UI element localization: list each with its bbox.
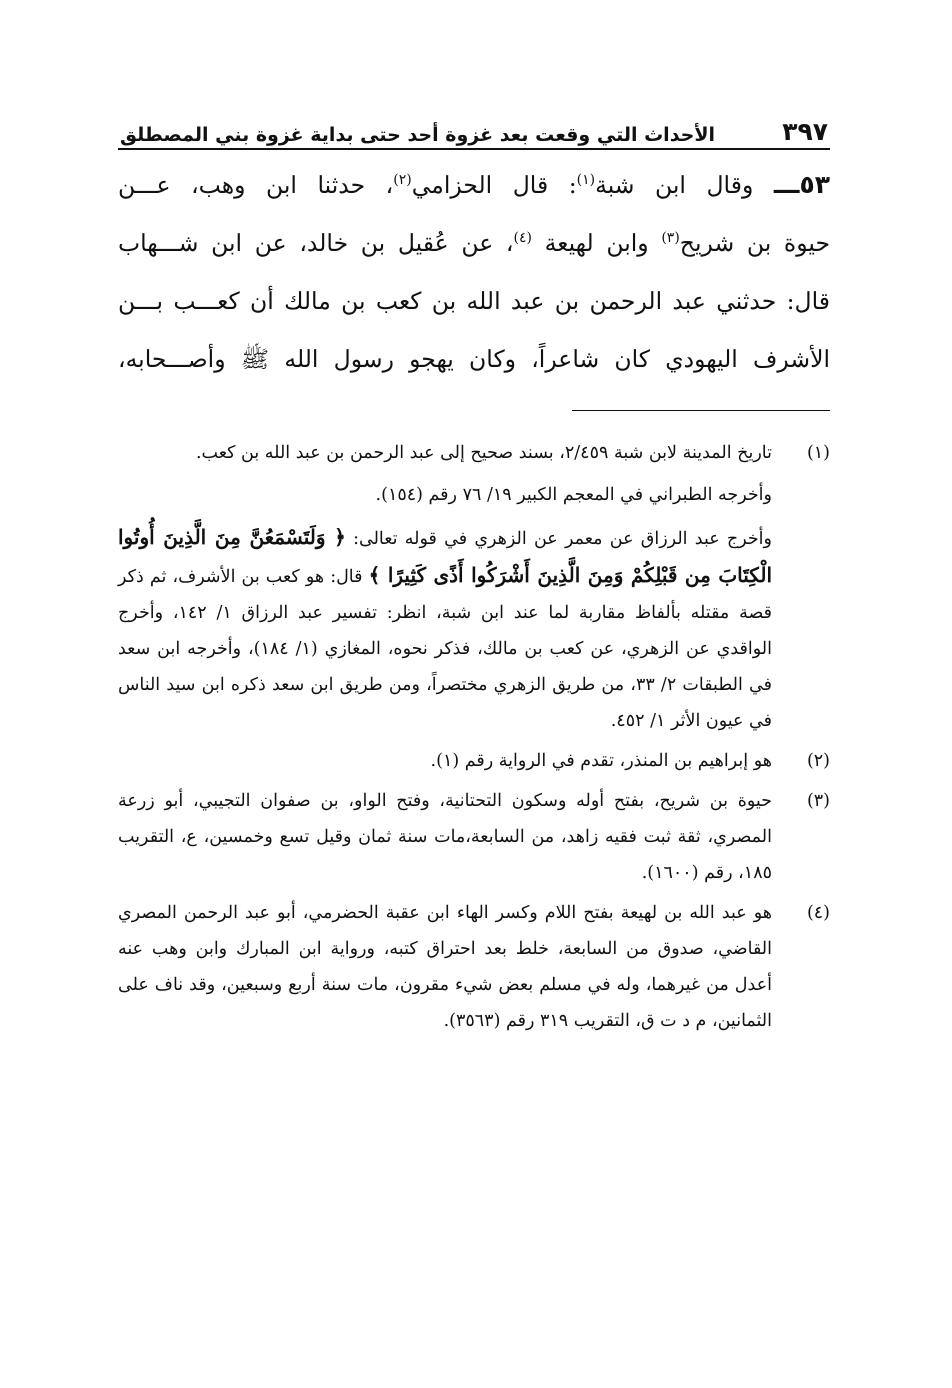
page-number: ٣٩٧	[782, 117, 828, 146]
footnote-separator-wrap	[118, 388, 830, 435]
footnote-ref-1: (١)	[576, 172, 596, 189]
footnote-marker: (٤)	[806, 903, 830, 923]
hadith-number: ٥٣ـــ	[773, 170, 830, 199]
running-title: الأحداث التي وقعت بعد غزوة أحد حتى بداية غزوة بني المصطلق	[120, 124, 716, 146]
book-page	[118, 112, 830, 1043]
footnote-marker: (٣)	[806, 791, 830, 811]
main-line-1: ٥٣ـــ وقال ابن شبة$^{(١)}$: قال الحزامي$^{(٢)}$، حدثنا ابن وهب، عـــن	[118, 170, 830, 199]
main-line-2: حيوة بن شريح$^{(٣)}$ وابن لهيعة $^{(٤)}$، عن عُقيل بن خالد، عن ابن شـــهاب	[118, 229, 831, 257]
footnote-1	[118, 435, 830, 739]
footnote-ref-2: (٢)	[393, 172, 412, 189]
footnotes	[118, 435, 830, 1039]
footnote-body: هو إبراهيم بن المنذر، تقدم في الرواية رقم (١).	[430, 751, 772, 771]
footnote-body: حيوة بن شريح، بفتح أوله وسكون التحتانية، وفتح الواو، بن صفوان التجيبي، أبو زرعة المصري، ثقة ثبت فقيه زاهد، من السابعة،مات سنة ثمان وقيل تسع وخمسين، ع، التقريب ١٨٥، رقم (١٦٠٠).	[118, 791, 772, 883]
footnote-body: هو عبد الله بن لهيعة بفتح اللام وكسر الهاء ابن عقبة الحضرمي، أبو عبد الرحمن المصري القاضي، صدوق من السابعة، خلط بعد احتراق كتبه، ورواية ابن المبارك وابن وهب عنه أعدل من غيرهما، وله في مسلم بعض شيء مقرون، مات سنة أربع وسبعين، وقد ناف على الثمانين، م د ت ق، التقريب ٣١٩ رقم (٣٥٦٣).	[118, 903, 772, 1031]
page-header	[118, 112, 830, 150]
main-text	[118, 156, 830, 388]
footnote-marker: (١)	[806, 443, 830, 463]
footnote-4	[118, 895, 830, 1039]
footnote-2	[118, 743, 830, 779]
footnote-separator	[572, 410, 830, 411]
quran-verse: ﴿ وَلَتَسْمَعُنَّ مِنَ الَّذِينَ أُوتُوا الْكِتَابَ مِن قَبْلِكُمْ وَمِنَ الَّذِينَ أَشْرَكُوا أَذًى كَثِيرًا ﴾	[118, 525, 772, 587]
footnote-body: تاريخ المدينة لابن شبة ٢/٤٥٩، بسند صحيح إلى عبد الرحمن بن عبد الله بن كعب. وأخرجه الطبراني في المعجم الكبير ١٩/ ٧٦ رقم (١٥٤). وأخرج عبد الرزاق عن معمر عن الزهري في قوله تعالى: ﴿ وَلَتَسْمَعُنَّ مِنَ الَّذِينَ أُوتُوا الْكِتَابَ مِن قَبْلِكُمْ وَمِنَ الَّذِينَ أَشْرَكُوا أَذًى كَثِيرًا ﴾ قال: هو كعب بن الأشرف، ثم ذكر قصة مقتله بألفاظ مقاربة لما عند ابن شبة، انظر: تفسير عبد الرزاق ١/ ١٤٢، وأخرج الواقدي عن الزهري، عن كعب بن مالك، فذكر نحوه، المغازي (١/ ١٨٤)، وأخرجه ابن سعد في الطبقات ٢/ ٣٣، من طريق الزهري مختصراً، ومن طريق ابن سعد ذكره ابن سيد الناس في عيون الأثر ١/ ٤٥٢.	[118, 443, 772, 731]
main-line-3: قال: حدثني عبد الرحمن بن عبد الله بن كعب بن مالك أن كعـــب بـــن	[118, 287, 830, 315]
footnote-marker: (٢)	[806, 751, 830, 771]
main-line-4: الأشرف اليهودي كان شاعراً، وكان يهجو رسول الله ﷺ وأصـــحابه،	[118, 345, 830, 373]
footnote-ref-3: (٣)	[661, 230, 680, 247]
footnote-3	[118, 783, 830, 891]
footnote-ref-4: (٤)	[513, 230, 532, 247]
